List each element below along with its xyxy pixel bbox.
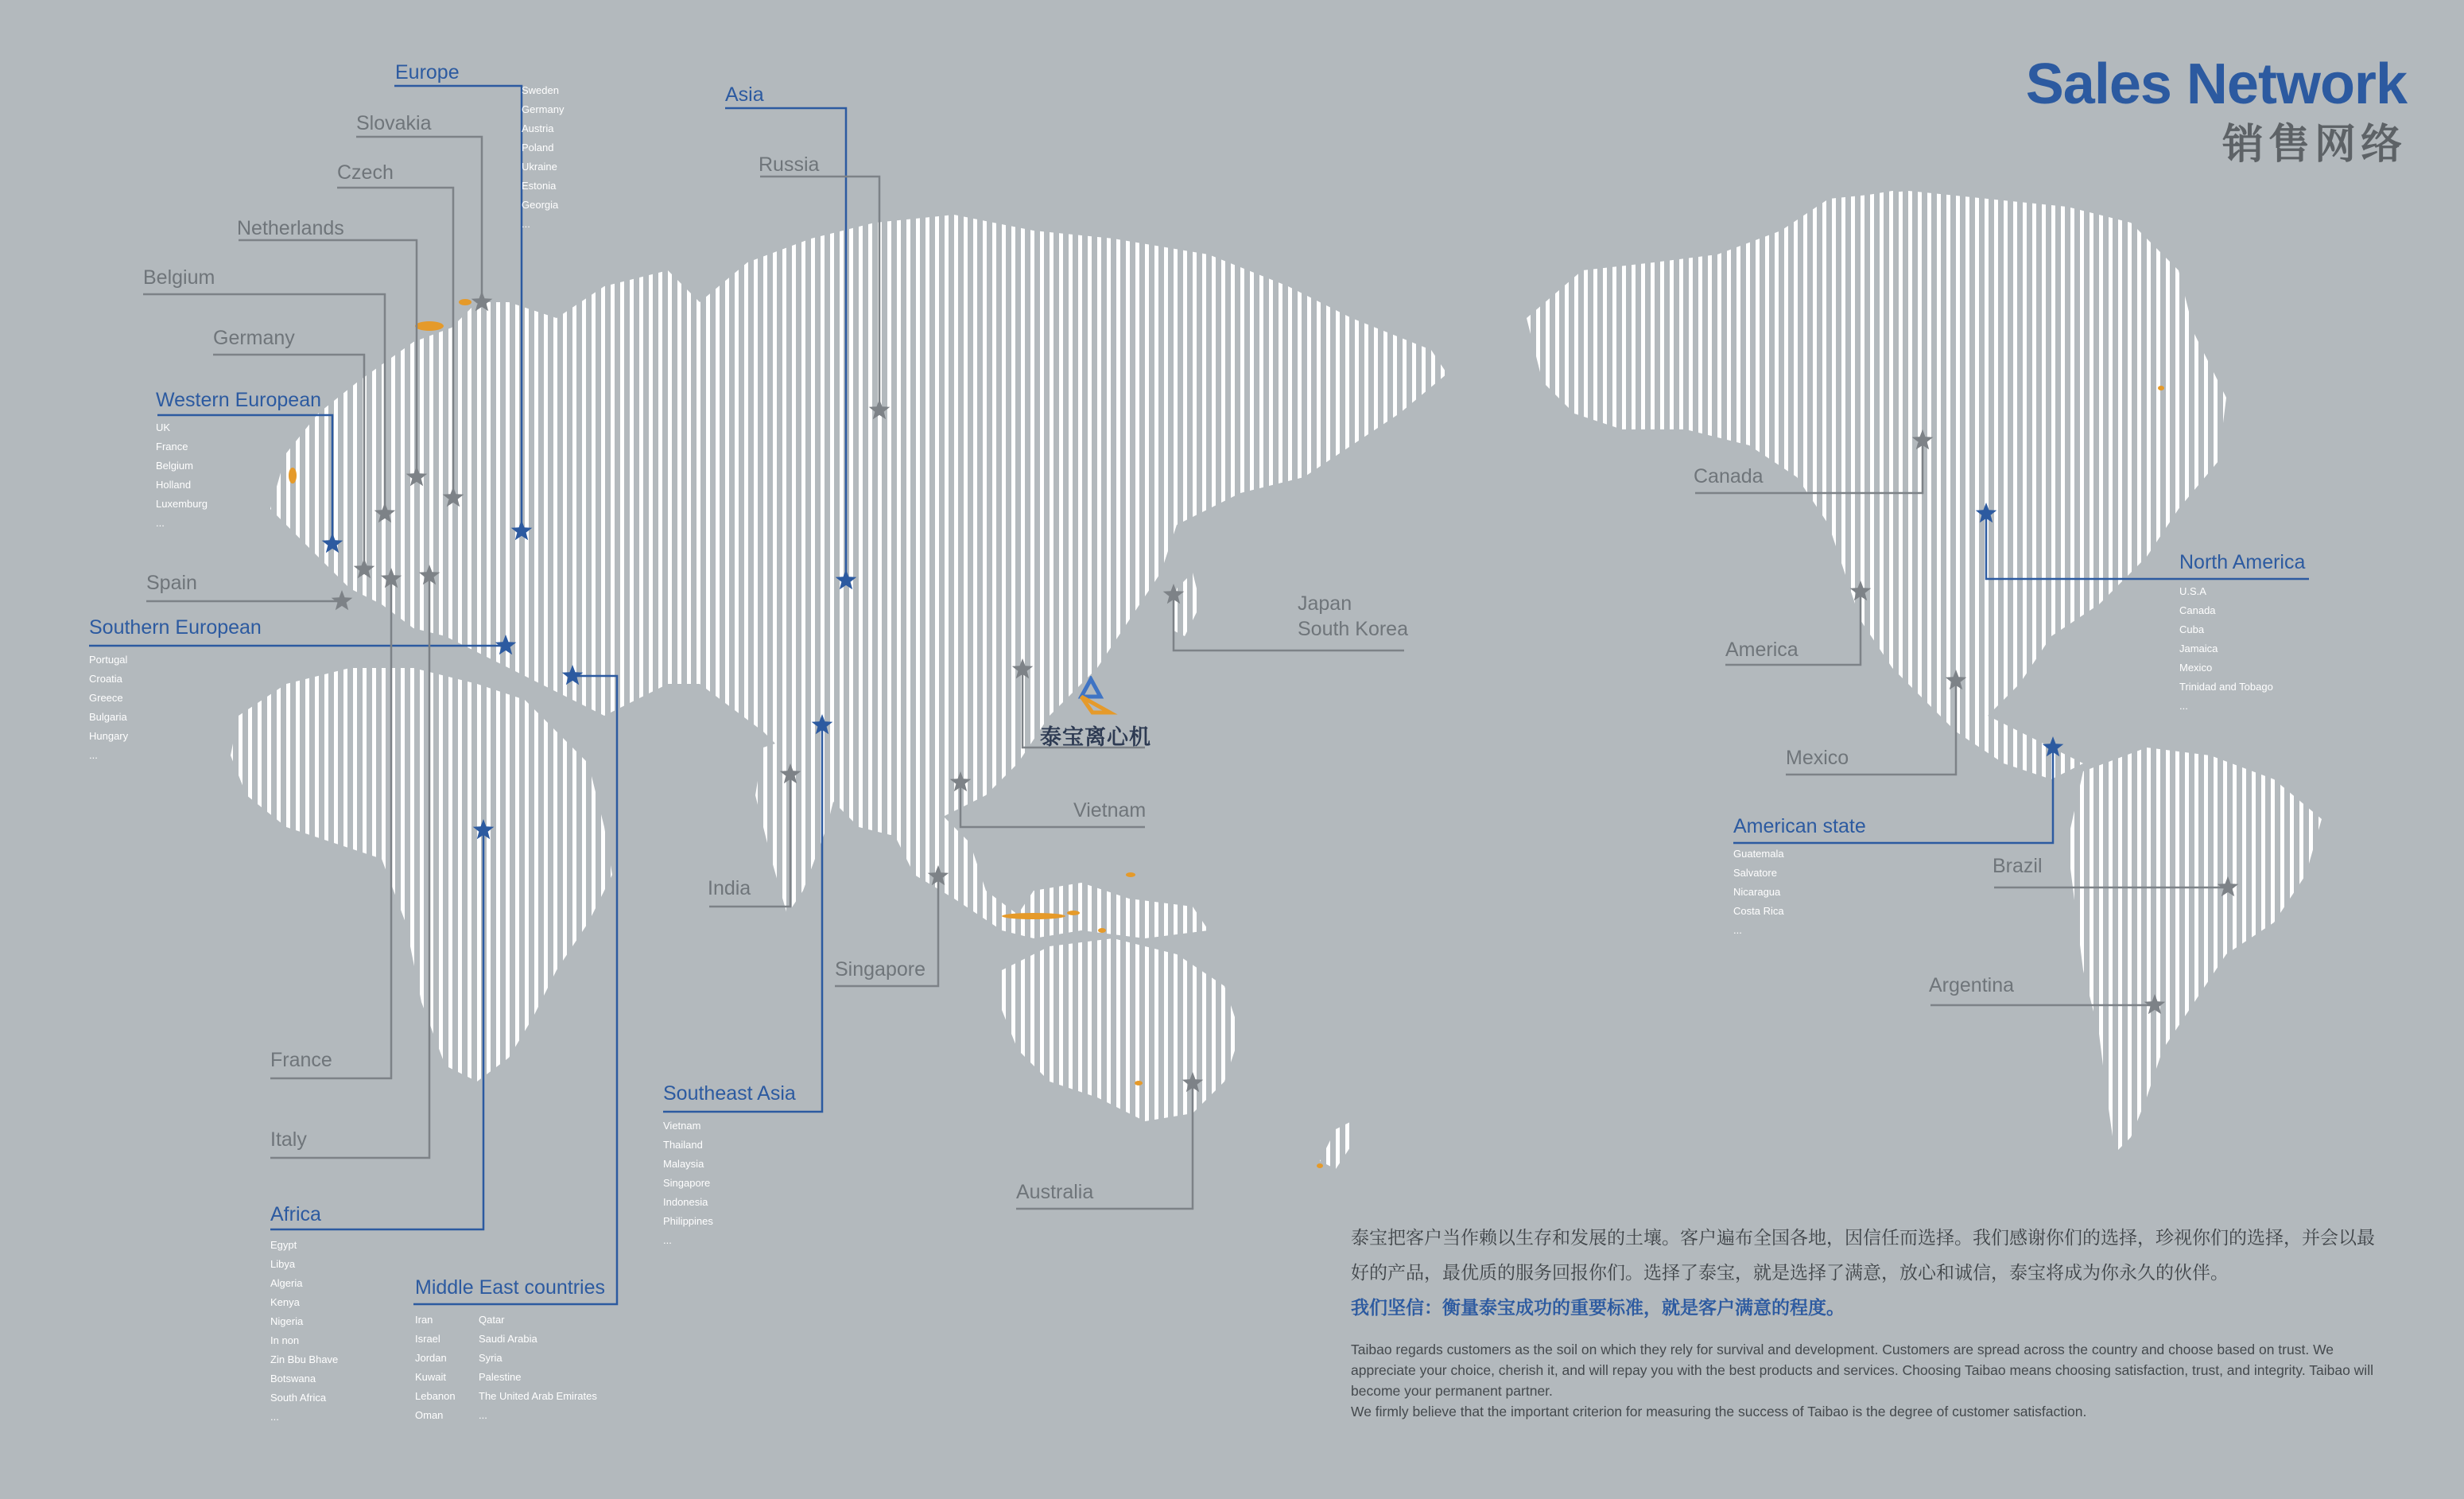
list-item: Mexico: [2179, 662, 2213, 674]
country-label-south-korea: South Korea: [1298, 618, 1408, 640]
list-item: Georgia: [522, 199, 559, 211]
region-label-western-european: Western European: [156, 389, 321, 411]
list-item: Ukraine: [522, 161, 557, 173]
country-label-france: France: [270, 1049, 332, 1071]
country-label-spain: Spain: [146, 572, 197, 594]
list-item: Egypt: [270, 1239, 297, 1251]
list-item: UK: [156, 421, 171, 433]
list-item: Saudi Arabia: [479, 1333, 537, 1345]
list-item: Germany: [522, 103, 565, 115]
list-item: ...: [522, 218, 530, 230]
region-label-africa: Africa: [270, 1203, 321, 1225]
list-item: Estonia: [522, 180, 557, 192]
region-list-western-european: [156, 418, 208, 533]
page-title: Sales Network: [2025, 52, 2407, 116]
orange-island: [1317, 1163, 1323, 1168]
list-item: Portugal: [89, 654, 128, 666]
list-item: Guatemala: [1733, 848, 1784, 860]
orange-island: [289, 468, 297, 483]
region-label-southeast-asia: Southeast Asia: [663, 1082, 796, 1105]
list-item: Poland: [522, 142, 554, 153]
south-america-landmass: [2067, 748, 2322, 1153]
region-list-southeast-asia: [663, 1116, 713, 1250]
list-item: Kuwait: [415, 1371, 447, 1383]
north-america-landmass: [1527, 191, 2226, 779]
list-item: Costa Rica: [1733, 905, 1784, 917]
list-item: Israel: [415, 1333, 440, 1345]
country-label-slovakia: Slovakia: [356, 112, 432, 134]
region-label-north-america: North America: [2179, 551, 2306, 573]
country-label-czech: Czech: [337, 161, 394, 184]
list-item: Palestine: [479, 1371, 522, 1383]
country-label-russia: Russia: [759, 153, 820, 176]
list-item: Zin Bbu Bhave: [270, 1353, 339, 1365]
list-item: ...: [479, 1409, 487, 1421]
list-item: Nigeria: [270, 1315, 304, 1327]
list-item: Jordan: [415, 1352, 447, 1364]
orange-island: [1135, 1081, 1143, 1085]
list-item: Indonesia: [663, 1196, 708, 1208]
country-label-italy: Italy: [270, 1128, 307, 1151]
list-item: South Africa: [270, 1392, 327, 1404]
list-item: Lebanon: [415, 1390, 456, 1402]
list-item: Jamaica: [2179, 643, 2218, 654]
description-en: [1351, 1339, 2377, 1422]
country-label-mexico: Mexico: [1786, 747, 1849, 769]
region-label-american-state: American state: [1733, 815, 1866, 837]
description-cn: 泰宝把客户当作赖以生存和发展的土壤。客户遍布全国各地，因信任而选择。我们感谢你们的选择，珍视你们的选择，并会以最好的产品，最优质的服务回报你们。选择了泰宝，就是选择了满意，放心和诚信，泰宝将成为你永久的伙伴。: [1351, 1227, 2375, 1283]
description-en-belief: We firmly believe that the important criterion for measuring the success of Taibao is the degree of customer satisfaction.: [1351, 1404, 2087, 1419]
description-en-paragraph: Taibao regards customers as the soil on which they rely for survival and development. Customers are spread across the country and choose based on trust. We appreciate your choice, cherish it, and will repay you with the best products and services. Choosing Taibao means choosing satisfaction, trust, and integrity. Taibao will become your permanent partner.: [1351, 1342, 2373, 1399]
country-label-japan: Japan: [1298, 592, 1352, 615]
region-list-american-state: [1733, 845, 1784, 940]
country-label-belgium: Belgium: [143, 266, 215, 289]
region-list-middle-east-col1: [415, 1311, 456, 1425]
title-block: [2025, 52, 2407, 168]
list-item: Luxemburg: [156, 498, 208, 510]
description-block: [1351, 1220, 2377, 1422]
list-item: Bulgaria: [89, 711, 127, 723]
list-item: ...: [1733, 924, 1742, 936]
list-item: Libya: [270, 1258, 296, 1270]
orange-island: [1067, 911, 1080, 915]
list-item: ...: [156, 517, 165, 529]
list-item: Hungary: [89, 730, 129, 742]
list-item: Oman: [415, 1409, 444, 1421]
orange-island: [415, 321, 444, 331]
country-label-vietnam: Vietnam: [1073, 799, 1147, 821]
orange-island: [1126, 872, 1135, 877]
list-item: Iran: [415, 1314, 433, 1326]
country-label-india: India: [708, 877, 751, 899]
list-item: Algeria: [270, 1277, 303, 1289]
africa-landmass: [231, 668, 612, 1082]
country-label-netherlands: Netherlands: [237, 217, 344, 239]
country-label-argentina: Argentina: [1929, 974, 2015, 996]
country-label-america: America: [1725, 639, 1799, 661]
list-item: ...: [2179, 700, 2188, 712]
india-landmass: [755, 732, 843, 915]
list-item: Trinidad and Tobago: [2179, 681, 2273, 693]
orange-island: [1098, 928, 1106, 933]
new-zealand-landmass: [1320, 1121, 1352, 1169]
region-label-middle-east: Middle East countries: [415, 1276, 606, 1299]
list-item: Greece: [89, 692, 123, 704]
company-logo: [1040, 676, 1151, 751]
page-title-cn: 销售网络: [2221, 122, 2407, 168]
list-item: Holland: [156, 479, 192, 491]
country-label-germany: Germany: [213, 327, 295, 349]
list-item: Malaysia: [663, 1158, 704, 1170]
list-item: ...: [89, 749, 98, 761]
list-item: Kenya: [270, 1296, 300, 1308]
list-item: Thailand: [663, 1139, 703, 1151]
region-list-africa: [270, 1236, 338, 1427]
orange-island: [459, 299, 471, 305]
australia-landmass: [1002, 938, 1240, 1121]
list-item: Vietnam: [663, 1120, 701, 1132]
list-item: The United Arab Emirates: [479, 1390, 597, 1402]
region-list-north-america: [2179, 582, 2273, 716]
list-item: Nicaragua: [1733, 886, 1781, 898]
list-item: France: [156, 441, 188, 452]
list-item: Singapore: [663, 1177, 711, 1189]
landmass-group: [231, 191, 2322, 1169]
region-list-southern-european: [89, 650, 128, 765]
list-item: Cuba: [2179, 623, 2205, 635]
company-name: 泰宝离心机: [1040, 725, 1151, 749]
region-label-asia: Asia: [725, 83, 764, 106]
list-item: U.S.A: [2179, 585, 2206, 597]
region-list-europe: [522, 81, 564, 234]
list-item: Belgium: [156, 460, 193, 472]
list-item: Croatia: [89, 673, 122, 685]
list-item: Philippines: [663, 1215, 713, 1227]
list-item: Botswana: [270, 1373, 316, 1384]
list-item: In non: [270, 1334, 300, 1346]
list-item: Syria: [479, 1352, 503, 1364]
list-item: Qatar: [479, 1314, 505, 1326]
region-label-europe: Europe: [395, 61, 460, 83]
orange-island: [1002, 913, 1065, 919]
list-item: ...: [663, 1234, 672, 1246]
list-item: Salvatore: [1733, 867, 1777, 879]
list-item: Canada: [2179, 604, 2216, 616]
orange-island: [2158, 386, 2164, 390]
country-label-singapore: Singapore: [835, 958, 925, 981]
list-item: ...: [270, 1411, 279, 1423]
triangle-logo-icon: [1072, 676, 1119, 716]
region-label-southern-european: Southern European: [89, 616, 262, 639]
list-item: Austria: [522, 122, 554, 134]
country-label-canada: Canada: [1694, 465, 1764, 487]
country-star-icon: [332, 590, 353, 610]
country-label-brazil: Brazil: [1993, 855, 2043, 877]
list-item: Sweden: [522, 84, 559, 96]
country-label-australia: Australia: [1016, 1181, 1094, 1203]
region-list-middle-east-col2: [479, 1311, 597, 1425]
description-slogan: 我们坚信：衡量泰宝成功的重要标准，就是客户满意的程度。: [1351, 1297, 1845, 1318]
